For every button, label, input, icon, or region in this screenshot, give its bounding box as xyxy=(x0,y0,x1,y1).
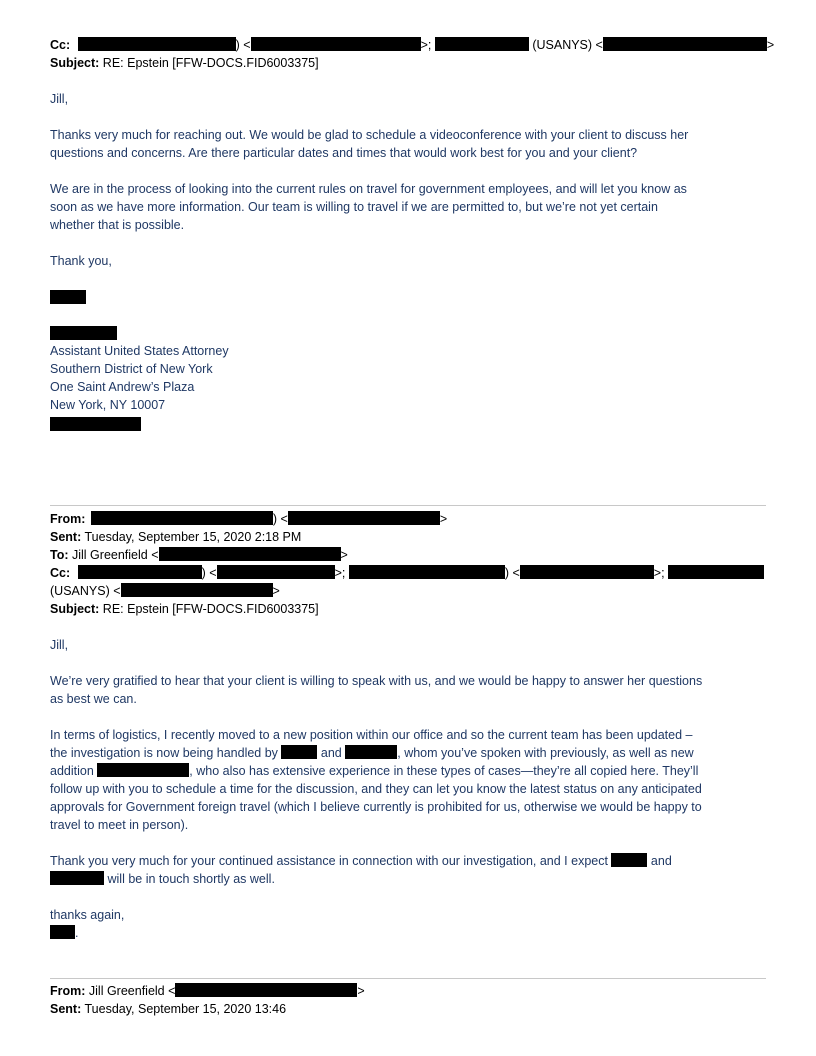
redaction xyxy=(349,565,505,579)
closing: thanks again, xyxy=(50,908,125,922)
body-line: In terms of logistics, I recently moved to a new position within our office and so the current team has been updated – xyxy=(50,728,693,742)
redaction xyxy=(281,745,317,759)
cc-text: ) < xyxy=(235,38,251,52)
greeting: Jill, xyxy=(50,638,69,652)
from-label: From: xyxy=(50,984,86,998)
signature-address: One Saint Andrew’s Plaza xyxy=(50,380,195,394)
body-line xyxy=(50,852,672,870)
subject-text: RE: Epstein [FFW-DOCS.FID6003375] xyxy=(102,56,319,70)
redaction xyxy=(251,37,421,51)
redaction xyxy=(97,763,189,777)
cc-text: ) < xyxy=(201,566,217,580)
from-text: > xyxy=(357,984,365,998)
cc-label: Cc: xyxy=(50,38,71,52)
redaction xyxy=(217,565,335,579)
body-text: and xyxy=(320,746,342,760)
cc-line xyxy=(50,36,774,54)
body-line: travel to meet in person). xyxy=(50,818,189,832)
body-line: We’re very gratified to hear that your client is willing to speak with us, and we would be happy to answer her questions xyxy=(50,674,703,688)
body-line xyxy=(50,744,694,762)
from-label: From: xyxy=(50,512,86,526)
to-text: Jill Greenfield < xyxy=(72,548,159,562)
cc-text: >; xyxy=(420,38,432,52)
body-line: follow up with you to schedule a time for the discussion, and they can let you know the latest status on any anticipated xyxy=(50,782,702,796)
cc-text: >; xyxy=(334,566,346,580)
sent-text: Tuesday, September 15, 2020 13:46 xyxy=(84,1002,287,1016)
signature-office: Southern District of New York xyxy=(50,362,213,376)
from-text: ) < xyxy=(272,512,288,526)
cc-text: ) < xyxy=(504,566,520,580)
redaction xyxy=(668,565,764,579)
closing: Thank you, xyxy=(50,254,112,268)
redaction xyxy=(345,745,397,759)
cc-text: (USANYS) < xyxy=(532,38,603,52)
sent-line xyxy=(50,528,301,546)
signature-address: New York, NY 10007 xyxy=(50,398,166,412)
body-text: the investigation is now being handled by xyxy=(50,746,278,760)
divider xyxy=(50,978,766,979)
from-text: Jill Greenfield < xyxy=(88,984,176,998)
redaction xyxy=(611,853,647,867)
cc-text: >; xyxy=(653,566,665,580)
body-line: Thanks very much for reaching out. We would be glad to schedule a videoconference with your client to discuss her xyxy=(50,128,689,142)
from-line xyxy=(50,982,365,1000)
redaction xyxy=(91,511,273,525)
redaction xyxy=(159,547,341,561)
redaction xyxy=(175,983,357,997)
body-line xyxy=(50,870,275,888)
body-line: questions and concerns. Are there particular dates and times that would work best for you and your client? xyxy=(50,146,638,160)
body-line: We are in the process of looking into the current rules on travel for government employees, and will let you know as xyxy=(50,182,687,196)
redaction xyxy=(50,326,117,340)
subject-text: RE: Epstein [FFW-DOCS.FID6003375] xyxy=(102,602,319,616)
divider xyxy=(50,505,766,506)
redaction xyxy=(121,583,273,597)
greeting: Jill, xyxy=(50,92,69,106)
redaction xyxy=(50,925,75,939)
redaction xyxy=(603,37,767,51)
sent-label: Sent: xyxy=(50,530,82,544)
body-line: as best we can. xyxy=(50,692,137,706)
body-text: and xyxy=(650,854,672,868)
redaction xyxy=(50,290,86,304)
body-text: , whom you’ve spoken with previously, as well as new xyxy=(397,746,694,760)
redaction xyxy=(50,417,141,431)
sent-label: Sent: xyxy=(50,1002,82,1016)
cc-text: > xyxy=(272,584,280,598)
cc-text: > xyxy=(766,38,775,52)
redaction xyxy=(520,565,654,579)
body-text: , who also has extensive experience in these types of cases—they’re all copied here. They’ll xyxy=(189,764,699,778)
redaction xyxy=(288,511,440,525)
body-line xyxy=(50,762,698,780)
body-line: whether that is possible. xyxy=(50,218,185,232)
body-text: . xyxy=(75,926,79,940)
to-label: To: xyxy=(50,548,69,562)
signature-title: Assistant United States Attorney xyxy=(50,344,229,358)
redaction xyxy=(78,37,236,51)
cc-text: (USANYS) < xyxy=(50,584,121,598)
body-text: addition xyxy=(50,764,94,778)
body-line: soon as we have more information. Our team is willing to travel if we are permitted to, but we’re not yet certain xyxy=(50,200,658,214)
cc-line-2 xyxy=(50,582,280,600)
body-text: will be in touch shortly as well. xyxy=(107,872,275,886)
to-text: > xyxy=(340,548,348,562)
signature-line xyxy=(50,924,78,942)
cc-label: Cc: xyxy=(50,566,71,580)
sent-line xyxy=(50,1000,286,1018)
subject-label: Subject: xyxy=(50,56,100,70)
subject-label: Subject: xyxy=(50,602,100,616)
from-line xyxy=(50,510,447,528)
redaction xyxy=(435,37,529,51)
subject-line xyxy=(50,600,319,618)
subject-line xyxy=(50,54,319,72)
sent-text: Tuesday, September 15, 2020 2:18 PM xyxy=(84,530,302,544)
to-line xyxy=(50,546,348,564)
from-text: > xyxy=(439,512,448,526)
body-line: approvals for Government foreign travel (which I believe currently is prohibited for us, otherwise we would be happy to xyxy=(50,800,702,814)
redaction xyxy=(78,565,202,579)
cc-line xyxy=(50,564,764,582)
body-text: Thank you very much for your continued assistance in connection with our investigation, and I expect xyxy=(50,854,608,868)
redaction xyxy=(50,871,104,885)
